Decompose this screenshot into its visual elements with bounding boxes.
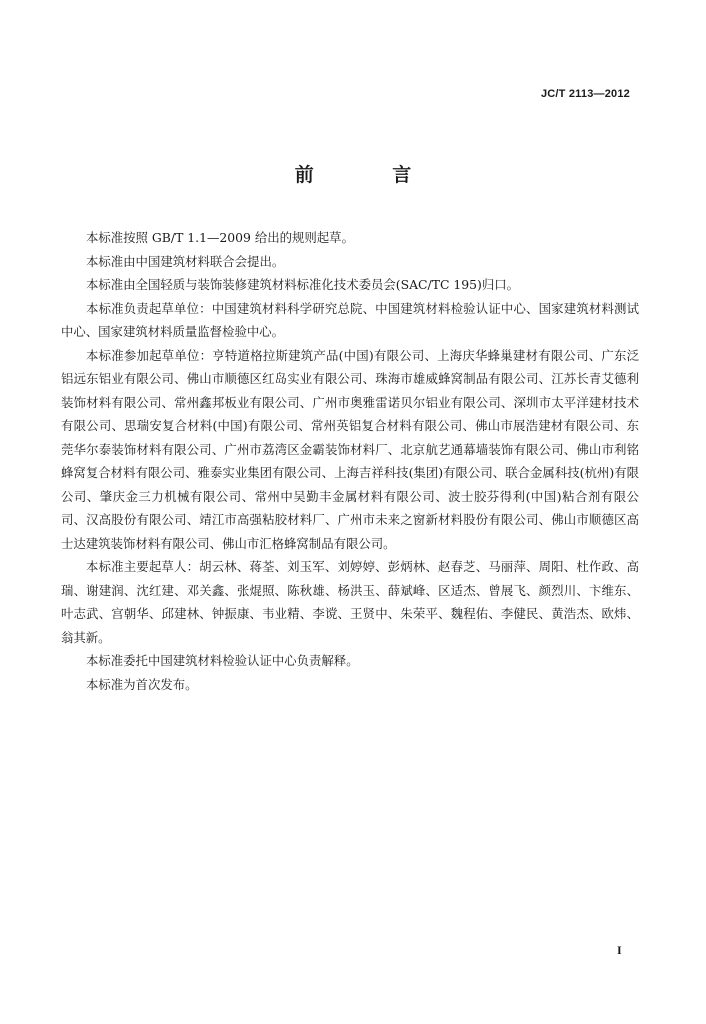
foreword-body bbox=[61, 226, 639, 696]
paragraph-centralized-by: 本标准由全国轻质与装饰装修建筑材料标准化技术委员会(SAC/TC 195)归口。 bbox=[86, 277, 520, 292]
paragraph-proposed-by: 本标准由中国建筑材料联合会提出。 bbox=[86, 253, 285, 269]
page-number: I bbox=[617, 943, 622, 957]
page-title: 前 言 bbox=[294, 164, 448, 186]
paragraph-drafting-rules: 本标准按照 GB/T 1.1—2009 给出的规则起草。 bbox=[86, 230, 354, 245]
standard-code: JC/T 2113—2012 bbox=[540, 88, 630, 100]
paragraph-participating-drafters: 本标准参加起草单位：亨特道格拉斯建筑产品(中国)有限公司、上海庆华蜂巢建材有限公司、广东泛铝远东铝业有限公司、佛山市顺德区红岛实业有限公司、珠海市雄威蜂窝制品有限公司、江苏长青艾德利装饰材料有限公司、常州鑫邦板业有限公司、广州市奥雅雷诺贝尔铝业有限公司、深圳市太平洋建材技术有限公司、思瑞安复合材料(中国)有限公司、常州英铝复合材料有限公司、佛山市展浩建材有限公司、东莞华尔泰装饰材料有限公司、广州市荔湾区金霸装饰材料厂、北京航艺通幕墙装饰有限公司、佛山市利铭蜂窝复合材料有限公司、雅泰实业集团有限公司、上海吉祥科技(集团)有限公司、联合金属科技(杭州)有限公司、肇庆金三力机械有限公司、常州中吴勤丰金属材料有限公司、波士胶芬得利(中国)粘合剂有限公司、汉高股份有限公司、靖江市高强粘胶材料厂、广州市未来之窗新材料股份有限公司、佛山市顺德区高士达建筑装饰材料有限公司、佛山市汇格蜂窝制品有限公司。 bbox=[61, 347, 639, 551]
paragraph-responsible-drafters: 本标准负责起草单位：中国建筑材料科学研究总院、中国建筑材料检验认证中心、国家建筑材料测试中心、国家建筑材料质量监督检验中心。 bbox=[61, 300, 639, 339]
paragraph-first-release: 本标准为首次发布。 bbox=[86, 676, 198, 692]
paragraph-main-drafters: 本标准主要起草人：胡云林、蒋荃、刘玉军、刘婷婷、彭炳林、赵春芝、马丽萍、周阳、杜作政、高瑞、谢建润、沈红建、邓关鑫、张焜照、陈秋雄、杨洪玉、薛斌峰、区适杰、曾展飞、颜烈川、卞维东、叶志武、宫朝华、邱建林、钟振康、韦业精、李谠、王贤中、朱荣平、魏程佑、李健民、黄浩杰、欧炜、翁其新。 bbox=[61, 559, 639, 645]
paragraph-interpretation: 本标准委托中国建筑材料检验认证中心负责解释。 bbox=[86, 653, 359, 668]
